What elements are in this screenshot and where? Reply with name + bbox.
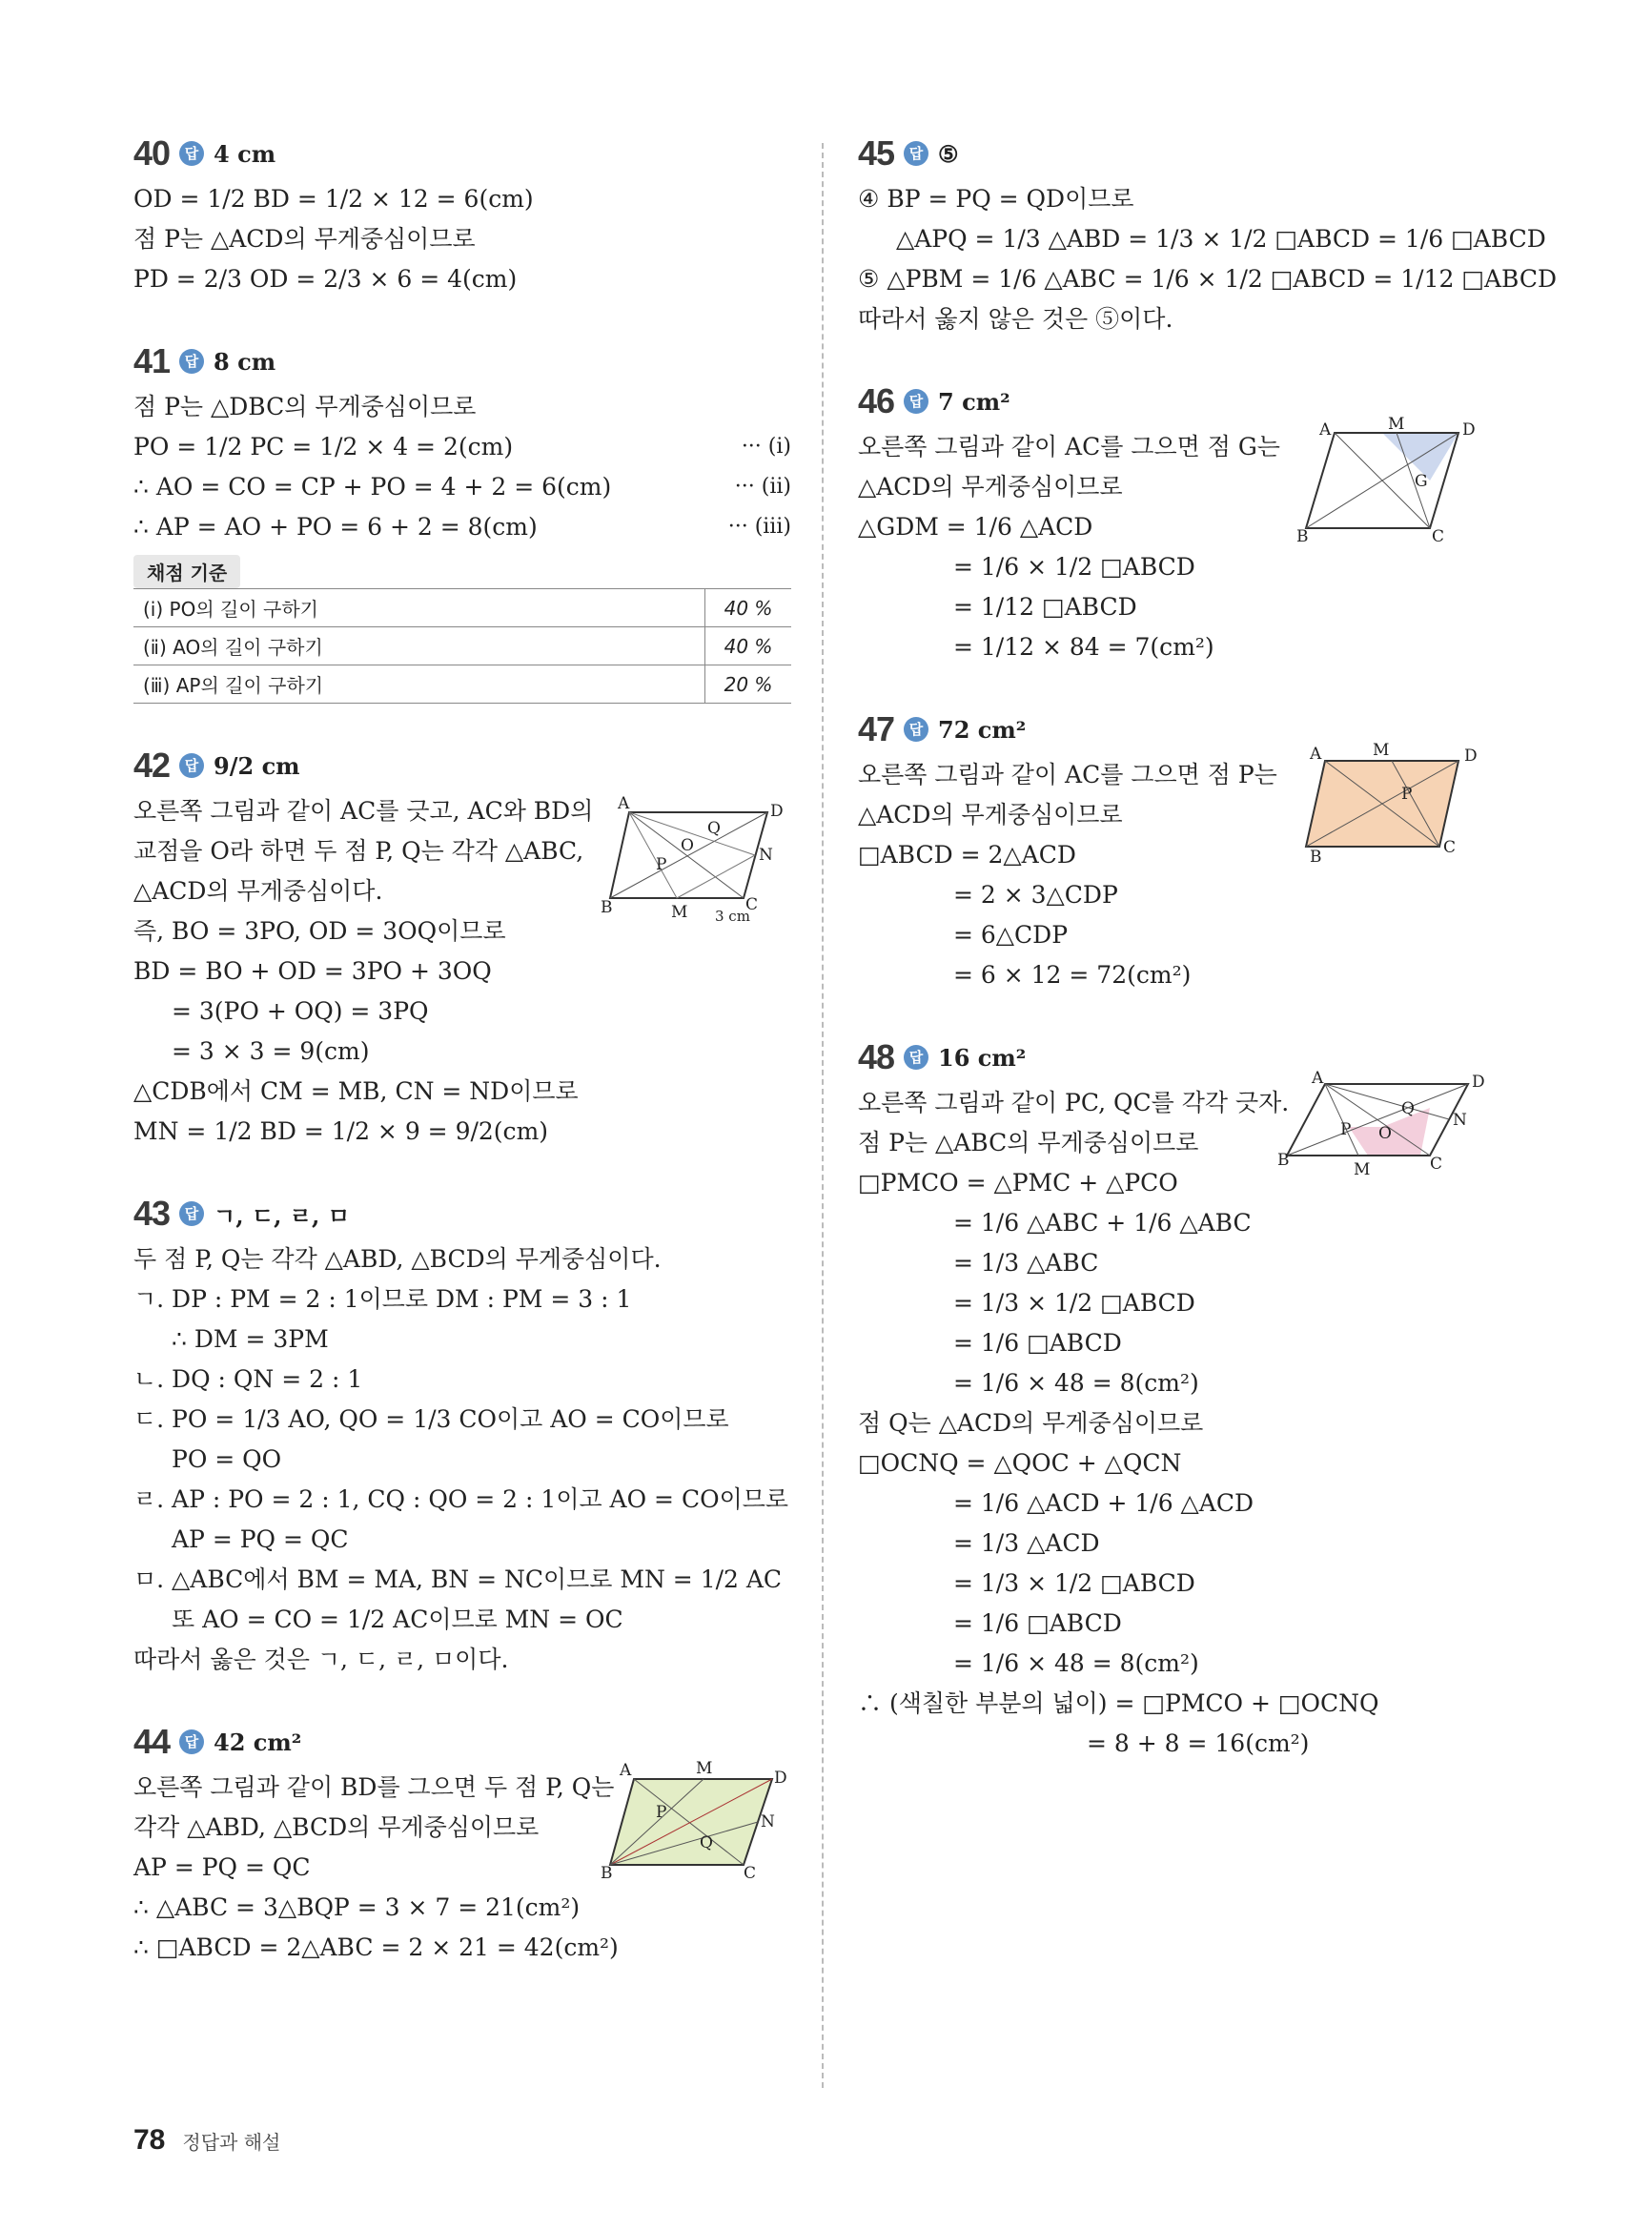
label-P: P: [1340, 1120, 1352, 1139]
answer: 7 cm²: [938, 387, 1010, 416]
answer: 72 cm²: [938, 715, 1027, 744]
solution-line: 오른쪽 그림과 같이 BD를 그으면 두 점 P, Q는: [133, 1773, 615, 1801]
solution-line: = 1/3 △ABC: [953, 1249, 1099, 1277]
problem-number: 44: [133, 1722, 171, 1761]
problem-number: 46: [858, 381, 895, 420]
label-Q: Q: [1401, 1099, 1415, 1118]
criteria-percent: 20 %: [705, 665, 792, 704]
criteria-percent: 40 %: [705, 589, 792, 627]
label-P: P: [1401, 785, 1413, 804]
solution-line: ㄱ. DP : PM = 2 : 1이므로 DM : PM = 3 : 1: [133, 1285, 632, 1313]
label-P: P: [656, 1803, 667, 1822]
label-B: B: [1310, 848, 1322, 866]
parallelogram-figure-42: [601, 793, 791, 927]
problem-43: [133, 1194, 791, 1680]
label-C: C: [1430, 1155, 1443, 1174]
solution-line: 두 점 P, Q는 각각 △ABD, △BCD의 무게중심이다.: [133, 1245, 662, 1273]
label-A: A: [1310, 745, 1322, 764]
solution-line: 따라서 옳은 것은 ㄱ, ㄷ, ㄹ, ㅁ이다.: [133, 1646, 509, 1673]
answer-badge: 답: [904, 1045, 928, 1070]
page-number: 78: [133, 2124, 166, 2156]
parallelogram-figure-48: [1277, 1070, 1487, 1184]
solution-line: = 6 × 12 = 72(cm²): [953, 961, 1192, 989]
solution-line: □PMCO = △PMC + △PCO: [858, 1169, 1178, 1197]
answer: 42 cm²: [214, 1728, 302, 1756]
solution-line: BD = BO + OD = 3PO + 3OQ: [133, 957, 492, 985]
column-divider: [822, 143, 824, 2088]
answer-badge: 답: [179, 1201, 204, 1226]
solution-line: = 1/6 □ABCD: [953, 1609, 1122, 1637]
label-C: C: [1432, 527, 1445, 546]
solution-line: PO = QO: [172, 1445, 282, 1473]
solution-line: △APQ = 1/3 △ABD = 1/3 × 1/2 □ABCD = 1/6 □ABCD: [896, 225, 1546, 253]
solution-line: ∴ DM = 3PM: [172, 1325, 329, 1353]
problem-41: [133, 341, 791, 704]
label-B: B: [601, 898, 613, 917]
solution-line: = 1/3 × 1/2 □ABCD: [953, 1569, 1195, 1597]
solution-line: 점 P는 △ABC의 무게중심이므로: [858, 1129, 1199, 1156]
solution-line: ㅁ. △ABC에서 BM = MA, BN = NC이므로 MN = 1/2 AC: [133, 1565, 783, 1593]
answer: ㄱ, ㄷ, ㄹ, ㅁ: [214, 1201, 350, 1230]
label-O: O: [681, 836, 694, 855]
problem-47: [858, 709, 1487, 995]
label-N: N: [759, 846, 773, 865]
problem-40: [133, 133, 791, 299]
solution-line: = 6△CDP: [953, 921, 1069, 949]
solution-line: ⑤ △PBM = 1/6 △ABC = 1/6 × 1/2 □ABCD = 1/12 □ABCD: [858, 265, 1558, 293]
label-C: C: [744, 1864, 757, 1883]
label-Q: Q: [700, 1833, 713, 1852]
criteria-item: (ⅰ) PO의 길이 구하기: [133, 589, 705, 627]
problem-number: 48: [858, 1037, 895, 1076]
solution-line: 점 P는 △ACD의 무게중심이므로: [133, 225, 476, 253]
solution-line: ∴ △ABC = 3△BQP = 3 × 7 = 21(cm²): [133, 1893, 581, 1921]
solution-line: MN = 1/2 BD = 1/2 × 9 = 9/2(cm): [133, 1117, 549, 1145]
answer: 9/2 cm: [214, 751, 300, 780]
label-M: M: [1388, 415, 1405, 434]
solution-line: ④ BP = PQ = QD이므로: [858, 185, 1134, 213]
parallelogram-figure-44: [601, 1760, 791, 1884]
answer-badge: 답: [904, 717, 928, 742]
problem-46: [858, 381, 1487, 667]
solution-line: = 1/6 △ABC + 1/6 △ABC: [953, 1209, 1252, 1237]
solution-line: = 3(PO + OQ) = 3PQ: [172, 997, 429, 1025]
label-M: M: [1354, 1160, 1371, 1179]
solution-line: = 1/6 □ABCD: [953, 1329, 1122, 1357]
solution-line: △CDB에서 CM = MB, CN = ND이므로: [133, 1077, 579, 1105]
page-footer: [133, 2124, 280, 2157]
solution-line: 즉, BO = 3PO, OD = 3OQ이므로: [133, 917, 506, 945]
solution-line: = 1/6 △ACD + 1/6 △ACD: [953, 1489, 1254, 1517]
solution-line: 점 P는 △DBC의 무게중심이므로: [133, 393, 477, 420]
solution-line: OD = 1/2 BD = 1/2 × 12 = 6(cm): [133, 185, 534, 213]
problem-number: 43: [133, 1194, 171, 1233]
solution-line: 오른쪽 그림과 같이 AC를 그으면 점 G는: [858, 433, 1280, 460]
label-C: C: [1443, 838, 1457, 857]
solution-line: △ACD의 무게중심이므로: [858, 801, 1123, 829]
solution-line: [133, 427, 791, 467]
solution-text: PO = 1/2 PC = 1/2 × 4 = 2(cm): [133, 433, 514, 460]
solution-line: [133, 507, 791, 547]
right-column: [858, 133, 1558, 1806]
label-M: M: [671, 903, 688, 922]
solution-line: △GDM = 1/6 △ACD: [858, 513, 1093, 541]
step-tag: ··· (ⅱ): [734, 475, 791, 499]
criteria-title: 채점 기준: [133, 555, 240, 588]
problem-number: 42: [133, 746, 171, 785]
answer-badge: 답: [904, 389, 928, 414]
answer: 4 cm: [214, 139, 276, 168]
solution-line: ㄷ. PO = 1/3 AO, QO = 1/3 CO이고 AO = CO이므로: [133, 1405, 729, 1433]
label-D: D: [774, 1769, 787, 1788]
solution-line: [133, 467, 791, 507]
answer-badge: 답: [179, 141, 204, 166]
solution-line: ∴ □ABCD = 2△ABC = 2 × 21 = 42(cm²): [133, 1933, 619, 1961]
label-D: D: [1462, 420, 1476, 440]
solution-line: 오른쪽 그림과 같이 AC를 긋고, AC와 BD의: [133, 797, 594, 825]
solution-line: ∴ (색칠한 부분의 넓이) = □PMCO + □OCNQ: [858, 1689, 1379, 1717]
problem-48: [858, 1037, 1487, 1764]
solution-line: = 1/6 × 48 = 8(cm²): [953, 1649, 1199, 1677]
table-row: [133, 665, 791, 704]
label-D: D: [770, 802, 784, 821]
label-A: A: [1312, 1070, 1324, 1088]
solution-line: = 1/6 × 48 = 8(cm²): [953, 1369, 1199, 1397]
problem-number: 45: [858, 133, 895, 173]
label-B: B: [601, 1864, 613, 1883]
label-A: A: [1319, 420, 1332, 440]
table-row: [133, 627, 791, 665]
label-B: B: [1296, 527, 1309, 546]
left-column: [133, 133, 791, 2010]
problem-45: [858, 133, 1558, 339]
label-B: B: [1277, 1151, 1290, 1170]
solution-line: = 8 + 8 = 16(cm²): [1087, 1729, 1310, 1757]
solution-line: 오른쪽 그림과 같이 PC, QC를 각각 긋자.: [858, 1089, 1290, 1116]
label-C: C: [745, 895, 759, 914]
grading-criteria-table: [133, 555, 791, 704]
criteria-item: (ⅲ) AP의 길이 구하기: [133, 665, 705, 704]
solution-line: □ABCD = 2△ACD: [858, 841, 1076, 869]
label-N: N: [761, 1812, 775, 1831]
problem-number: 47: [858, 709, 895, 748]
solution-line: ㄹ. AP : PO = 2 : 1, CQ : QO = 2 : 1이고 AO = CO이므로: [133, 1485, 789, 1513]
length-label: 3 cm: [715, 908, 750, 925]
problem-number: 40: [133, 133, 171, 173]
parallelogram-figure-46: [1296, 414, 1487, 547]
solution-line: = 1/12 □ABCD: [953, 593, 1137, 621]
solution-line: = 2 × 3△CDP: [953, 881, 1118, 909]
problem-42: [133, 746, 791, 1152]
table-row: [133, 589, 791, 627]
solution-line: △ACD의 무게중심이다.: [133, 877, 383, 905]
label-D: D: [1472, 1073, 1485, 1092]
step-tag: ··· (ⅲ): [727, 515, 791, 539]
label-G: G: [1415, 472, 1428, 491]
solution-line: ㄴ. DQ : QN = 2 : 1: [133, 1365, 363, 1393]
solution-line: = 1/6 × 1/2 □ABCD: [953, 553, 1195, 581]
criteria-percent: 40 %: [705, 627, 792, 665]
label-O: O: [1378, 1124, 1392, 1143]
page-label: 정답과 해설: [182, 2131, 281, 2154]
solution-line: 또 AO = CO = 1/2 AC이므로 MN = OC: [172, 1606, 623, 1633]
solution-line: PD = 2/3 OD = 2/3 × 6 = 4(cm): [133, 265, 518, 293]
problem-number: 41: [133, 341, 171, 380]
solution-line: = 3 × 3 = 9(cm): [172, 1037, 370, 1065]
solution-line: 각각 △ABD, △BCD의 무게중심이므로: [133, 1813, 540, 1841]
label-P: P: [656, 855, 667, 874]
label-M: M: [1373, 742, 1390, 760]
solution-line: 따라서 옳지 않은 것은 ⑤이다.: [858, 305, 1173, 333]
answer-badge: 답: [179, 1729, 204, 1754]
answer: 16 cm²: [938, 1043, 1027, 1072]
solution-text: ∴ AO = CO = CP + PO = 4 + 2 = 6(cm): [133, 473, 612, 501]
label-A: A: [618, 794, 630, 813]
parallelogram-figure-47: [1296, 742, 1487, 866]
solution-text: ∴ AP = AO + PO = 6 + 2 = 8(cm): [133, 513, 538, 541]
step-tag: ··· (ⅰ): [741, 435, 791, 459]
criteria-item: (ⅱ) AO의 길이 구하기: [133, 627, 705, 665]
solution-line: = 1/3 × 1/2 □ABCD: [953, 1289, 1195, 1317]
answer: ⑤: [938, 139, 959, 168]
label-N: N: [1453, 1111, 1467, 1130]
solution-line: = 1/3 △ACD: [953, 1529, 1100, 1557]
solution-line: 교점을 O라 하면 두 점 P, Q는 각각 △ABC,: [133, 837, 584, 865]
label-Q: Q: [707, 819, 721, 838]
solution-line: □OCNQ = △QOC + △QCN: [858, 1449, 1182, 1477]
solution-line: 점 Q는 △ACD의 무게중심이므로: [858, 1409, 1204, 1437]
label-M: M: [696, 1760, 713, 1778]
solution-line: AP = PQ = QC: [172, 1525, 349, 1553]
answer: 8 cm: [214, 347, 276, 376]
answer-badge: 답: [179, 349, 204, 374]
answer-badge: 답: [179, 753, 204, 778]
solution-line: 오른쪽 그림과 같이 AC를 그으면 점 P는: [858, 761, 1277, 788]
answer-badge: 답: [904, 141, 928, 166]
solution-line: = 1/12 × 84 = 7(cm²): [953, 633, 1214, 661]
solution-line: △ACD의 무게중심이므로: [858, 473, 1123, 501]
label-A: A: [620, 1761, 632, 1780]
solution-line: AP = PQ = QC: [133, 1853, 311, 1881]
label-D: D: [1464, 747, 1478, 766]
problem-44: [133, 1722, 791, 1968]
